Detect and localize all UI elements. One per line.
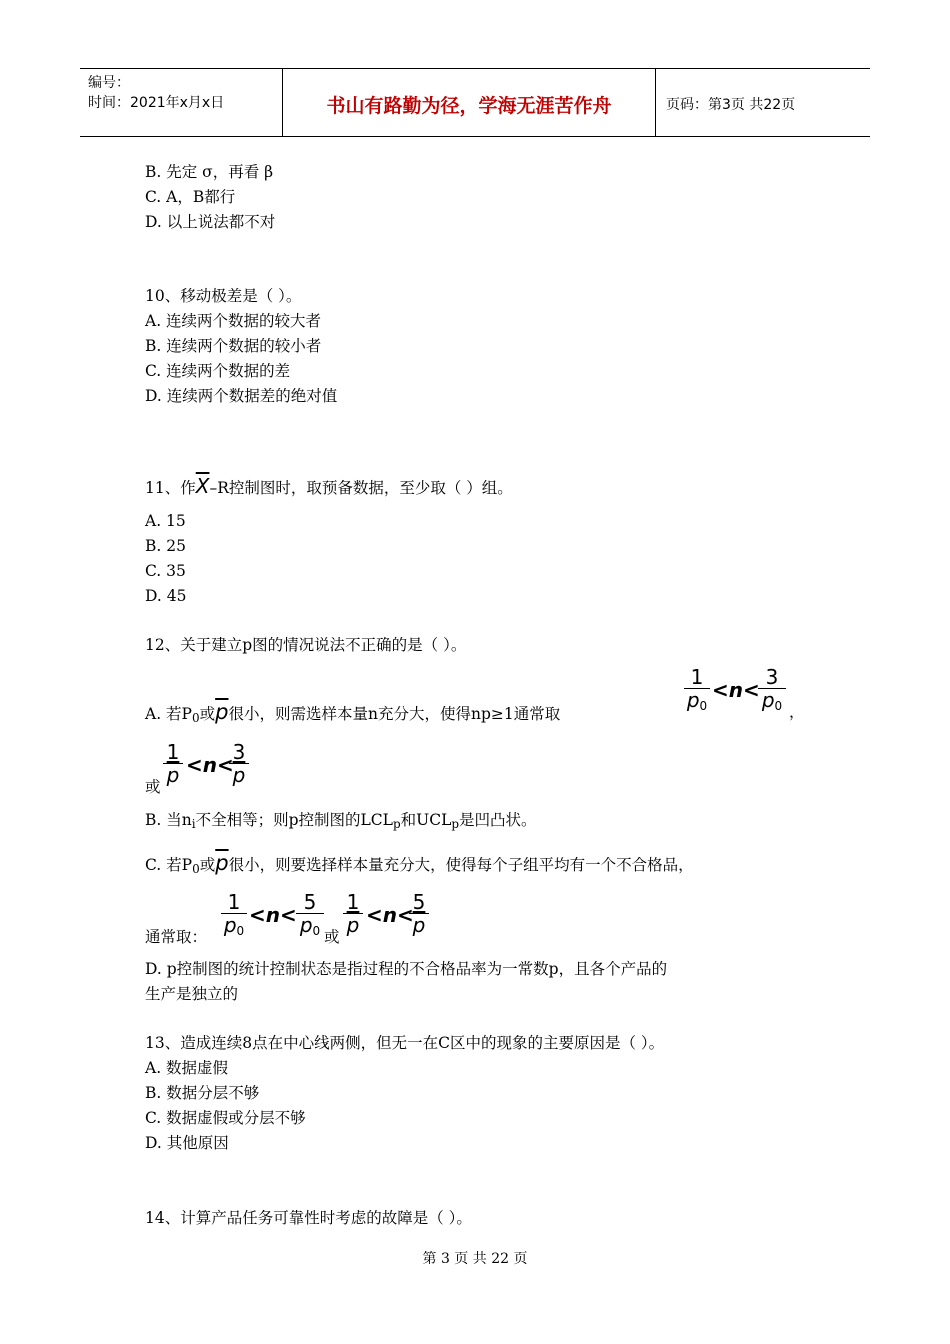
denominator: p [412,913,426,937]
q10-option-b: B. 连续两个数据的较小者 [145,337,322,355]
n-symbol: n [728,678,744,702]
q12c-prefix: C. 若P [145,856,193,874]
fraction-5-over-p0 [296,891,324,942]
q13-option-c: C. 数据虚假或分层不够 [145,1109,306,1127]
p-sub: 0 [699,699,708,713]
motto: 书山有路勤为径，学海无涯苦作舟 [326,95,612,117]
fraction-1-over-pbar [163,741,183,786]
q12a-or: 或 [199,705,216,723]
q11-option-b: B. 25 [145,537,186,555]
page-info: 页码：第3页 共22页 [666,97,796,113]
p-symbol: p [686,688,700,712]
denominator [296,914,324,942]
q12c-or: 或 [199,856,216,874]
denominator: p [166,763,180,787]
q12a-prefix: A. 若P [145,705,192,723]
x-bar-symbol: $\overline{X}$ [195,474,210,498]
inequality-1: <n< [712,678,760,702]
q10-stem: 10、移动极差是（ ）。 [145,287,302,305]
q11-option-c: C. 35 [145,562,186,580]
p-bar-symbol: $\overline{p}$ [215,851,229,875]
q9-option-c: C. A，B都行 [145,188,236,206]
inequality-4: <n< [366,903,414,927]
q12b-sub3: p [451,817,460,831]
header-page-cell [656,69,870,136]
p-bar-symbol: $\overline{p}$ [215,700,229,724]
q12b-prefix: B. 当n [145,811,192,829]
inequality-2: <n< [186,753,234,777]
fraction-3-over-pbar [229,741,249,786]
q12a-sub: 0 [191,711,200,725]
inequality-3: <n< [249,903,297,927]
q11-option-d: D. 45 [145,587,187,605]
denominator [221,914,247,942]
q13-option-d: D. 其他原因 [145,1134,229,1152]
q10-option-d: D. 连续两个数据差的绝对值 [145,387,338,405]
q12-option-c [145,853,694,879]
q11-stem [145,476,513,498]
q9-option-b: B. 先定 σ，再看 β [145,163,274,181]
numerator: 5 [412,890,426,914]
q12a-text: 很小，则需选样本量n充分大，使得np≥1通常取 [228,705,561,723]
q11-option-a: A. 15 [145,512,186,530]
denominator [684,689,710,717]
q12-option-a [145,702,560,728]
q12-stem: 12、关于建立p图的情况说法不正确的是（ ）。 [145,636,467,654]
n-symbol: n [382,903,398,927]
fraction-5-over-pbar [409,891,429,936]
page-header [80,68,870,137]
p-sub: 0 [774,699,783,713]
header-meta-cell [80,69,283,136]
q12b-suffix: 是凹凸状。 [459,811,537,829]
denominator: p [346,913,360,937]
p-symbol: p [761,688,775,712]
header-motto-cell [283,69,656,136]
q13-option-b: B. 数据分层不够 [145,1084,260,1102]
numerator: 3 [765,665,779,689]
q12c-sub: 0 [192,862,200,876]
p-symbol: p [223,913,237,937]
q12b-sub2: p [392,817,401,831]
q13-option-a: A. 数据虚假 [145,1059,229,1077]
p-sub: 0 [236,924,245,938]
q11-prefix: 11、作 [145,479,196,497]
q12a-comma: ， [789,703,805,721]
q12b-and: 和UCL [400,811,452,829]
q12c-or: 或 [324,928,340,946]
numerator: 1 [166,740,180,764]
numerator: 1 [690,665,704,689]
numerator: 5 [303,890,317,914]
q11-suffix: –R控制图时，取预备数据，至少取（ ）组。 [209,479,513,497]
q10-option-a: A. 连续两个数据的较大者 [145,312,322,330]
fraction-1-over-p0 [684,666,710,717]
numerator: 1 [227,890,241,914]
q10-option-c: C. 连续两个数据的差 [145,362,291,380]
fraction-1-over-pbar-c [343,891,363,936]
code-label: 编号： [88,75,130,91]
p-symbol: p [299,913,313,937]
q14-stem: 14、计算产品任务可靠性时考虑的故障是（ ）。 [145,1209,472,1227]
q12b-sub: i [191,817,196,831]
q9-option-d: D. 以上说法都不对 [145,213,276,231]
n-symbol: n [202,753,218,777]
q12-option-d-line1: D. p控制图的统计控制状态是指过程的不合格品率为一常数p，且各个产品的 [145,960,668,978]
q12a-or-line: 或 [145,778,161,796]
denominator [758,689,786,717]
q13-stem: 13、造成连续8点在中心线两侧，但无一在C区中的现象的主要原因是（ ）。 [145,1034,665,1052]
q12b-mid: 不全相等；则p控制图的LCL [195,811,393,829]
numerator: 3 [232,740,246,764]
q12c-text: 很小，则要选择样本量充分大，使得每个子组平均有一个不合格品， [228,856,694,874]
q12-option-b [145,810,537,834]
p-sub: 0 [312,924,321,938]
q12c-usual-label: 通常取： [145,928,208,946]
denominator: p [232,763,246,787]
q12-option-d-line2: 生产是独立的 [145,985,239,1003]
n-symbol: n [265,903,281,927]
page-footer: 第 3 页 共 22 页 [422,1251,528,1267]
time-label: 时间：2021年x月x日 [88,95,225,111]
numerator: 1 [346,890,360,914]
fraction-3-over-p0 [758,666,786,717]
fraction-1-over-p0-c [221,891,247,942]
